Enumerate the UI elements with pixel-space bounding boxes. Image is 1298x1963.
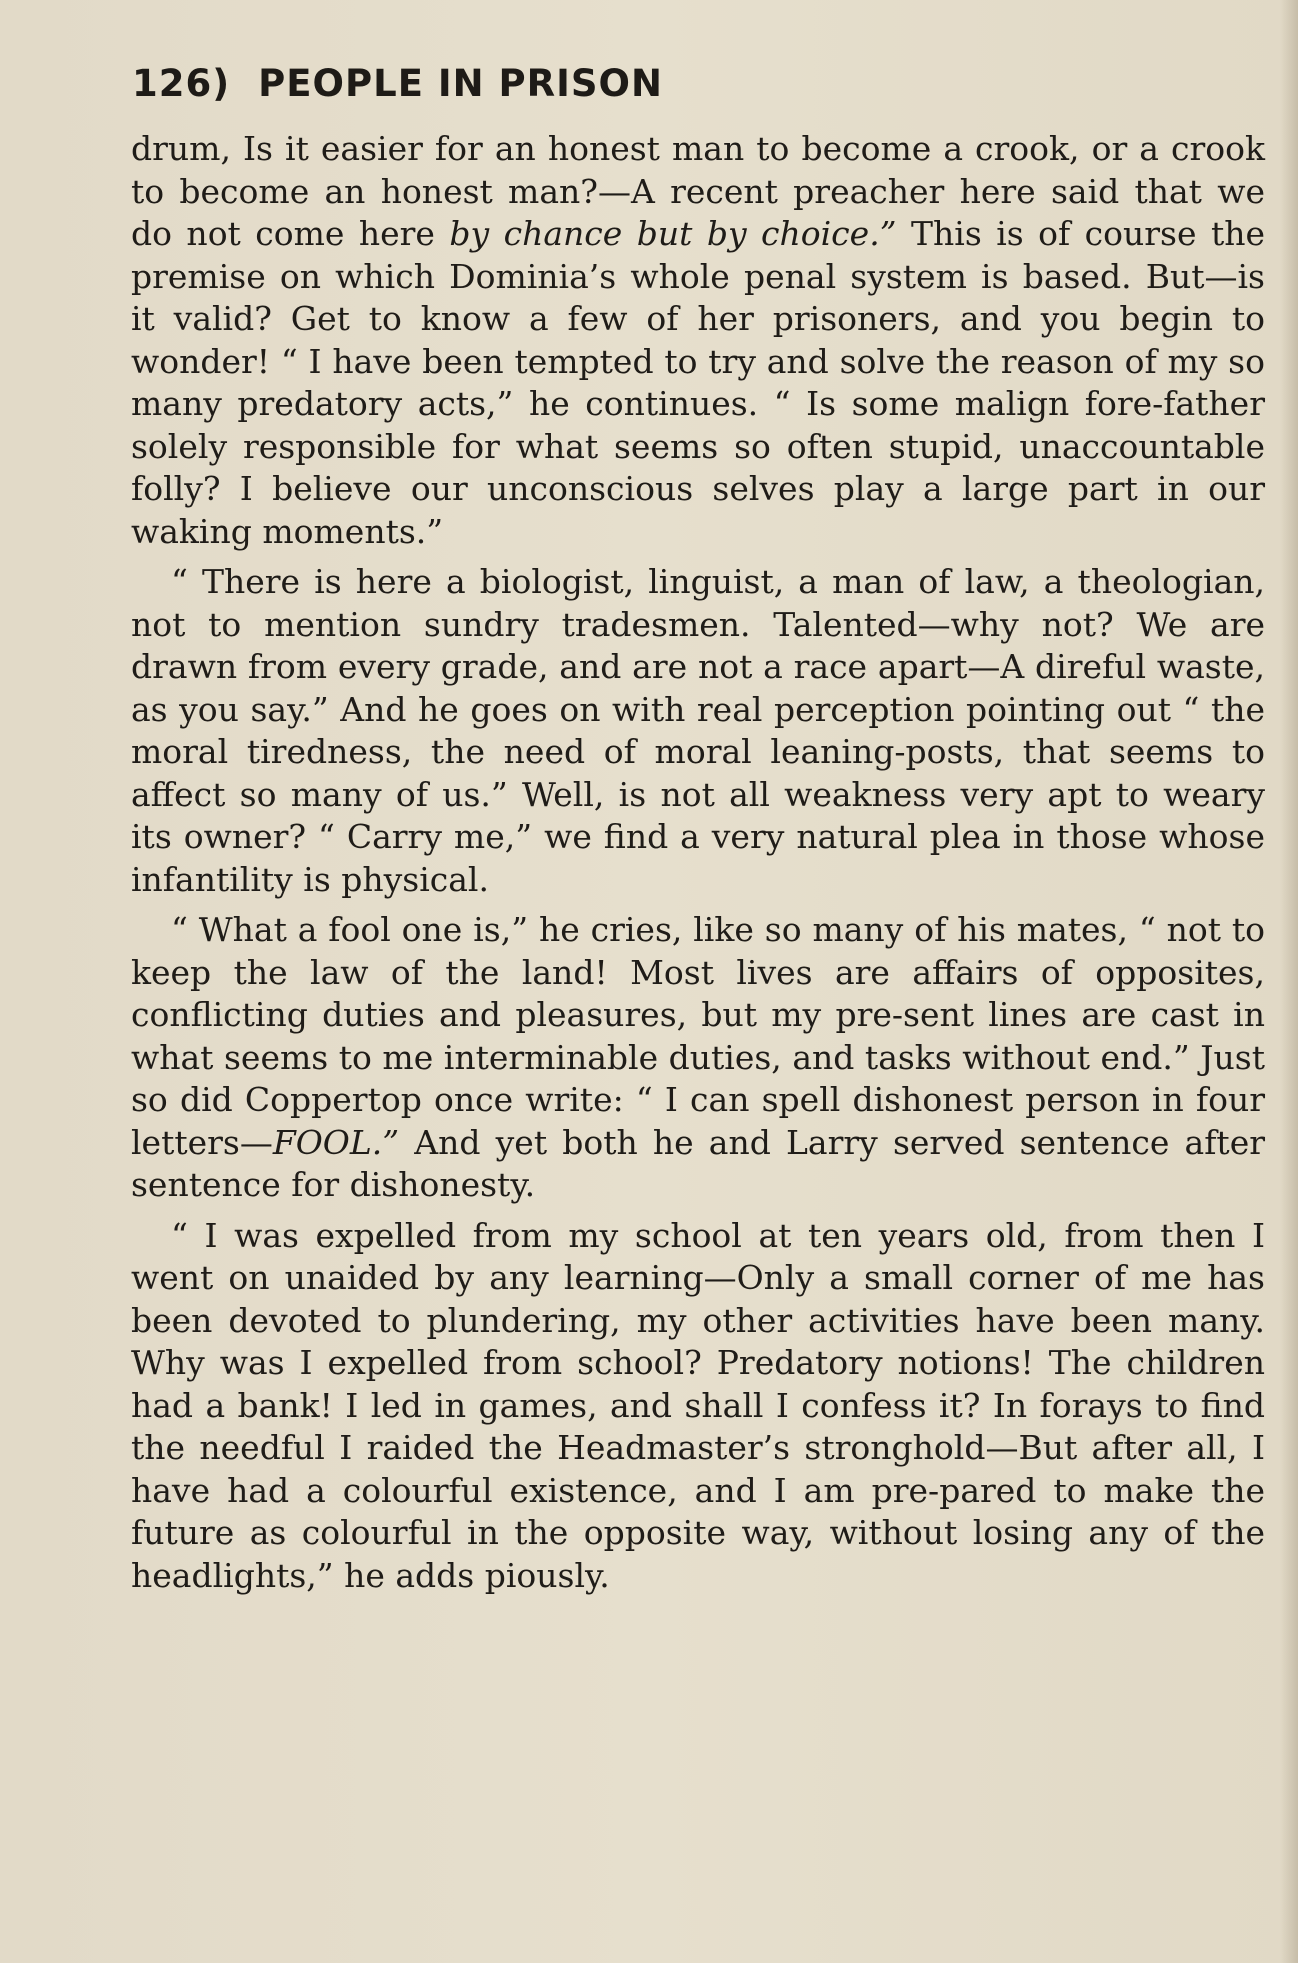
paragraph [131, 909, 1265, 1207]
running-header [132, 62, 663, 105]
paragraph [131, 128, 1265, 553]
italic-run: by chance but by choice.” [449, 214, 897, 253]
text-run: “ I was expelled from my school at ten years old, from then I went on unaided by any learning—Only a small corner of me has been devoted to plundering, my other activities have been many. Why was I expelled from school? Predatory notions! The children had a bank! I led in games, and shall I confess it? In forays to find the needful I raided the Headmaster’s stronghold—But after all, I have had a colourful existence, and I am pre-pared to make the future as colourful in the opposite way, without losing any of the headlights,” he adds piously. [131, 1215, 1265, 1595]
page-number: 126) [132, 62, 231, 105]
text-run: “ There is here a biologist, linguist, a man of law, a theologian, not to mention sundry tradesmen. Talented—why not? We are drawn from every grade, and are not a race apart—A direful waste, as you say.” And he goes on with real perception pointing out “ the moral tiredness, the need of moral leaning-posts, that seems to affect so many of us.” Well, is not all weakness very apt to weary its owner? “ Carry me,” we find a very natural plea in those whose infantility is physical. [131, 562, 1265, 899]
italic-run: FOOL.” [272, 1122, 400, 1162]
body-text [131, 128, 1265, 1605]
paragraph [131, 561, 1265, 901]
page-edge-shadow [1280, 0, 1298, 1963]
text-run: “ What a fool one is,” he cries, like so many of his mates, “ not to keep the law of the land! Most lives are affairs of opposites, conflicting duties and pleasures, but my pre-sent lines are cast in what seems to me interminable duties, and tasks without end.” Just so did Coppertop once write: “ I can spell dishonest person in four letters— [131, 910, 1265, 1162]
paragraph [131, 1215, 1265, 1598]
text-run: And yet both he and Larry served sentence after sentence for dishonesty. [131, 1122, 1265, 1204]
running-title: PEOPLE IN PRISON [258, 62, 663, 105]
text-run: This is of course the premise on which Dominia’s whole penal system is based. But—is it valid? Get to know a few of her prisoners, and you begin to wonder! “ I have been tempted to try and solve the reason of my so many predatory acts,” he continues. “ Is some malign fore-father solely responsible for what seems so often stupid, unaccountable folly? I believe our unconscious selves play a large part in our waking moments.” [131, 214, 1265, 551]
text-run: drum, Is it easier for an honest man to become a crook, or a crook to become an honest man?—A recent preacher here said that we do not come here [131, 129, 1265, 253]
